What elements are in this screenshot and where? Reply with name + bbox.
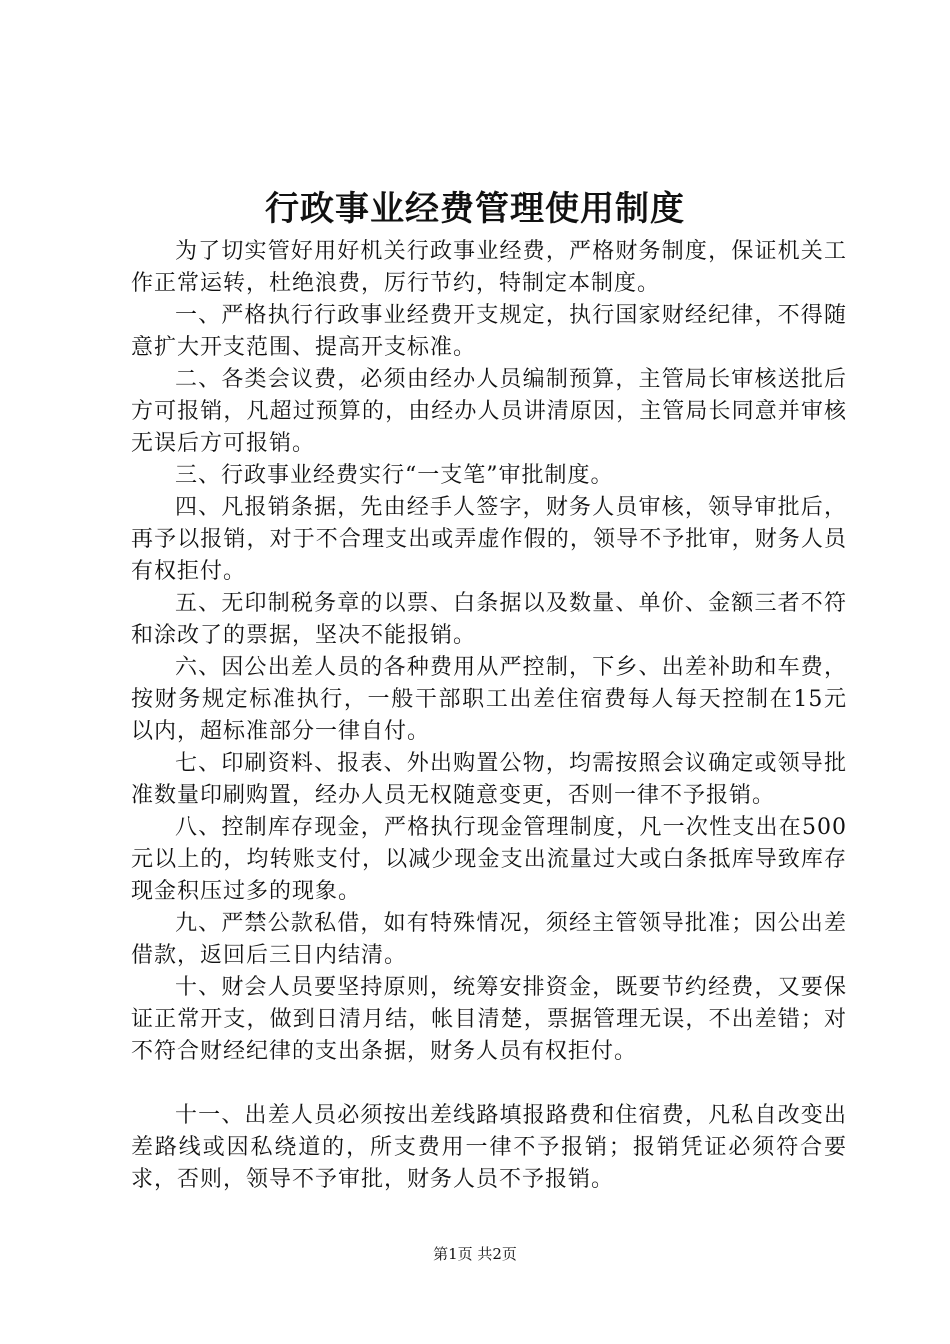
- paragraph-article-1: 一、严格执行行政事业经费开支规定，执行国家财经纪律，不得随意扩大开支范围、提高开支标准。: [131, 303, 847, 360]
- paragraph-article-2: 二、各类会议费，必须由经办人员编制预算，主管局长审核送批后方可报销，凡超过预算的，由经办人员讲清原因，主管局长同意并审核无误后方可报销。: [131, 367, 847, 456]
- page-footer: [0, 1244, 950, 1264]
- document-body: [131, 236, 847, 1196]
- paragraph-article-4: 四、凡报销条据，先由经手人签字，财务人员审核，领导审批后，再予以报销，对于不合理支出或弄虚作假的，领导不予批审，财务人员有权拒付。: [131, 495, 847, 584]
- paragraph-intro: 为了切实管好用好机关行政事业经费，严格财务制度，保证机关工作正常运转，杜绝浪费，厉行节约，特制定本制度。: [131, 239, 847, 296]
- paragraph-article-3: 三、行政事业经费实行“一支笔”审批制度。: [175, 463, 614, 488]
- paragraph-article-11: 十一、出差人员必须按出差线路填报路费和住宿费，凡私自改变出差路线或因私绕道的，所支费用一律不予报销；报销凭证必须符合要求，否则，领导不予审批，财务人员不予报销。: [131, 1103, 847, 1192]
- paragraph-article-7: 七、印刷资料、报表、外出购置公物，均需按照会议确定或领导批准数量印刷购置，经办人员无权随意变更，否则一律不予报销。: [131, 751, 847, 808]
- page-number-label: 第1页 共2页: [433, 1245, 517, 1263]
- paragraph-article-5: 五、无印制税务章的以票、白条据以及数量、单价、金额三者不符和涂改了的票据，坚决不能报销。: [131, 591, 847, 648]
- document-title: 行政事业经费管理使用制度: [265, 189, 685, 229]
- paragraph-article-8: 八、控制库存现金，严格执行现金管理制度，凡一次性支出在500元以上的，均转账支付，以减少现金支出流量过大或白条抵库导致库存现金积压过多的现象。: [131, 815, 847, 904]
- paragraph-article-9: 九、严禁公款私借，如有特殊情况，须经主管领导批准；因公出差借款，返回后三日内结清。: [131, 911, 847, 968]
- paragraph-article-6: 六、因公出差人员的各种费用从严控制，下乡、出差补助和车费，按财务规定标准执行，一般干部职工出差住宿费每人每天控制在15元以内，超标准部分一律自付。: [131, 655, 847, 744]
- paragraph-article-10: 十、财会人员要坚持原则，统筹安排资金，既要节约经费，又要保证正常开支，做到日清月结，帐目清楚，票据管理无误，不出差错；对不符合财经纪律的支出条据，财务人员有权拒付。: [131, 975, 847, 1064]
